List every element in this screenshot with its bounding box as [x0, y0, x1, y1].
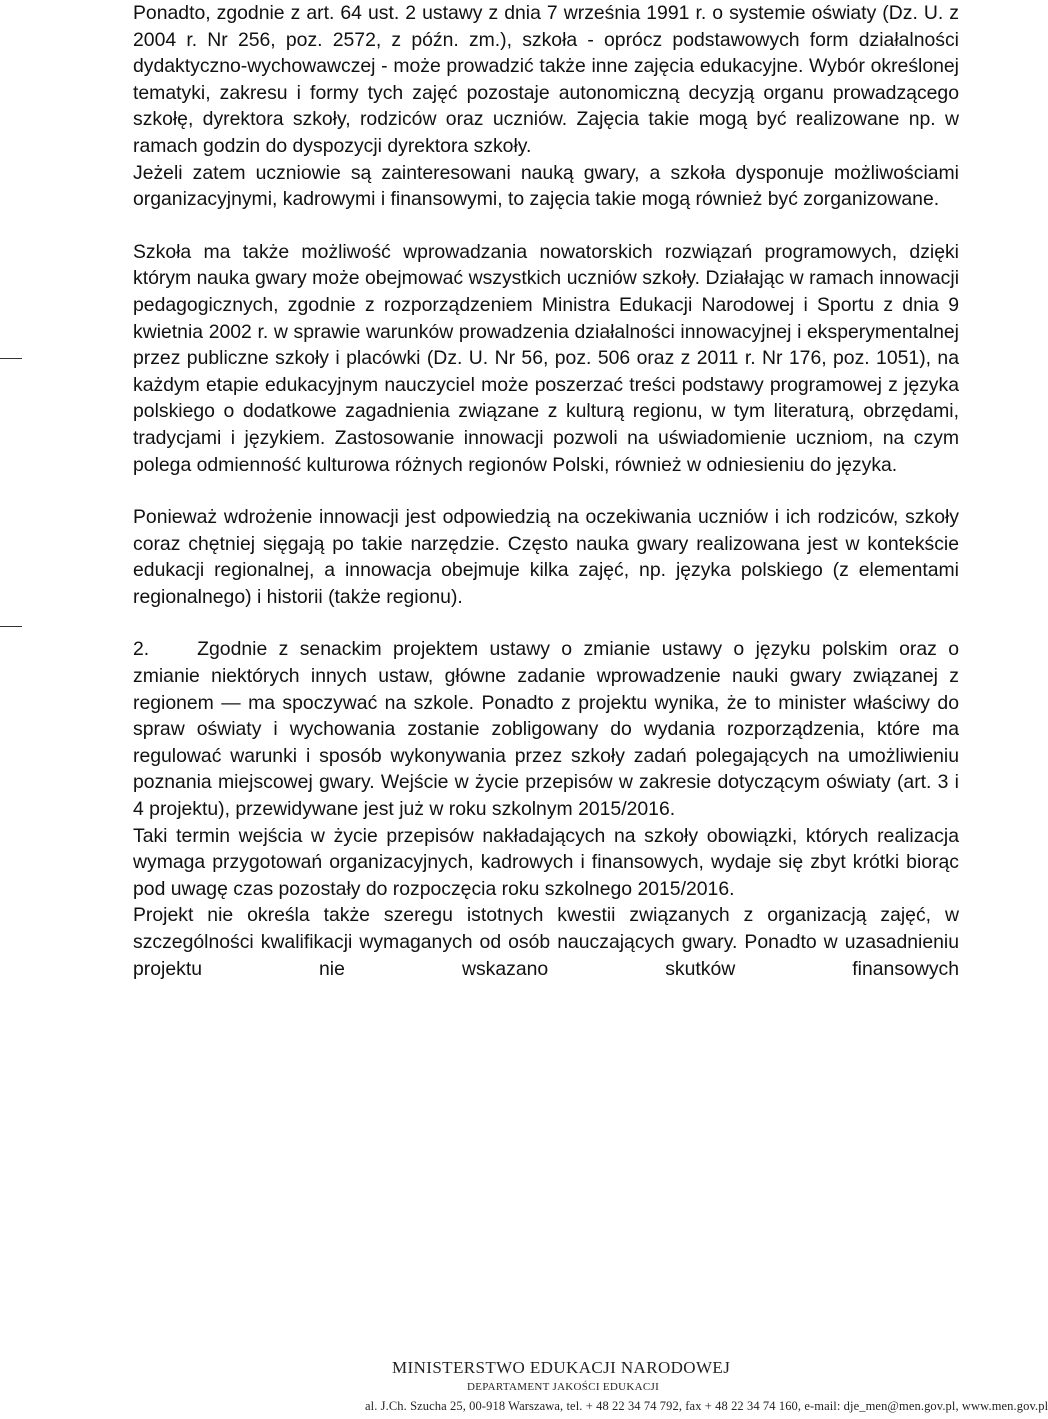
- item-text: Zgodnie z senackim projektem ustawy o zmianie ustawy o języku polskim oraz o zmianie niektórych innych ustaw, główne zadanie wprowadzenie nauki gwary związanej z regionem — ma spoczywać na szkole. Ponadto z projektu wynika, że to minister właściwy do spraw oświaty i wychowania zostanie zobligowany do wydania rozporządzenia, które ma regulować warunki i sposób wykonywania przez szkoły zadań polegających na umożliwieniu poznania miejscowej gwary. Wejście w życie przepisów w zakresie dotyczącym oświaty (art. 3 i 4 projektu), przewidywane jest już w roku szkolnym 2015/2016.: [133, 638, 959, 821]
- contact-address: al. J.Ch. Szucha 25, 00-918 Warszawa, tel. + 48 22 34 74 792, fax + 48 22 34 74 160, e-mail: dje_men@men.gov.pl, www.men.gov.pl: [365, 1399, 1048, 1413]
- ministry-name: MINISTERSTWO EDUKACJI NARODOWEJ: [392, 1358, 731, 1377]
- department-name: DEPARTAMENT JAKOŚCI EDUKACJI: [467, 1381, 660, 1393]
- paragraph-1: Ponadto, zgodnie z art. 64 ust. 2 ustawy z dnia 7 września 1991 r. o systemie oświaty (Dz. U. z 2004 r. Nr 256, poz. 2572, z późn. zm.), szkoła - oprócz podstawowych form działalności dydaktyczno-wychowawczej - może prowadzić także inne zajęcia edukacyjne. Wybór określonej tematyki, zakresu i formy tych zajęć pozostaje autonomiczną decyzją organu prowadzącego szkołę, dyrektora szkoły, rodziców oraz uczniów. Zajęcia takie mogą być realizowane np. w ramach godzin do dyspozycji dyrektora szkoły.: [133, 2, 959, 157]
- margin-mark: [0, 626, 22, 627]
- paragraph-4: Ponieważ wdrożenie innowacji jest odpowiedzią na oczekiwania uczniów i ich rodziców, szkoły coraz chętniej sięgają po takie narzędzie. Często nauka gwary realizowana jest w kontekście edukacji regionalnej, a innowacja obejmuje kilka zajęć, np. języka polskiego (z elementami regionalnego) i historii (także regionu).: [133, 506, 959, 608]
- numbered-item-2: [133, 636, 959, 822]
- paragraph-3: Szkoła ma także możliwość wprowadzania nowatorskich rozwiązań programowych, dzięki którym nauka gwary może obejmować wszystkich uczniów szkoły. Działając w ramach innowacji pedagogicznych, zgodnie z rozporządzeniem Ministra Edukacji Narodowej i Sportu z dnia 9 kwietnia 2002 r. w sprawie warunków prowadzenia działalności innowacyjnej i eksperymentalnej przez publiczne szkoły i placówki (Dz. U. Nr 56, poz. 506 oraz z 2011 r. Nr 176, poz. 1051), na każdym etapie edukacyjnym nauczyciel może poszerzać treści podstawy programowej z języka polskiego o dodatkowe zagadnienia związane z kulturą regionu, w tym literaturą, obrzędami, tradycjami i językiem. Zastosowanie innowacji pozwoli na uświadomienie uczniom, na czym polega odmienność kulturowa różnych regionów Polski, również w odniesieniu do języka.: [133, 240, 959, 476]
- item-number: 2.: [133, 638, 150, 661]
- paragraph-7: Projekt nie określa także szeregu istotnych kwestii związanych z organizacją zajęć, w szczególności kwalifikacji wymaganych od osób nauczających gwary. Ponadto w uzasadnieniu projektu nie wskazano skutków finansowych: [133, 904, 959, 980]
- paragraph-2: Jeżeli zatem uczniowie są zainteresowani nauką gwary, a szkoła dysponuje możliwościami organizacyjnymi, kadrowymi i finansowymi, to zajęcia takie mogą również być zorganizowane.: [133, 161, 959, 211]
- document-body: [133, 0, 959, 982]
- margin-mark: [0, 358, 22, 359]
- paragraph-6: Taki termin wejścia w życie przepisów nakładających na szkoły obowiązki, których realizacja wymaga przygotowań organizacyjnych, kadrowych i finansowych, wydaje się zbyt krótki biorąc pod uwagę czas pozostały do rozpoczęcia roku szkolnego 2015/2016.: [133, 824, 959, 900]
